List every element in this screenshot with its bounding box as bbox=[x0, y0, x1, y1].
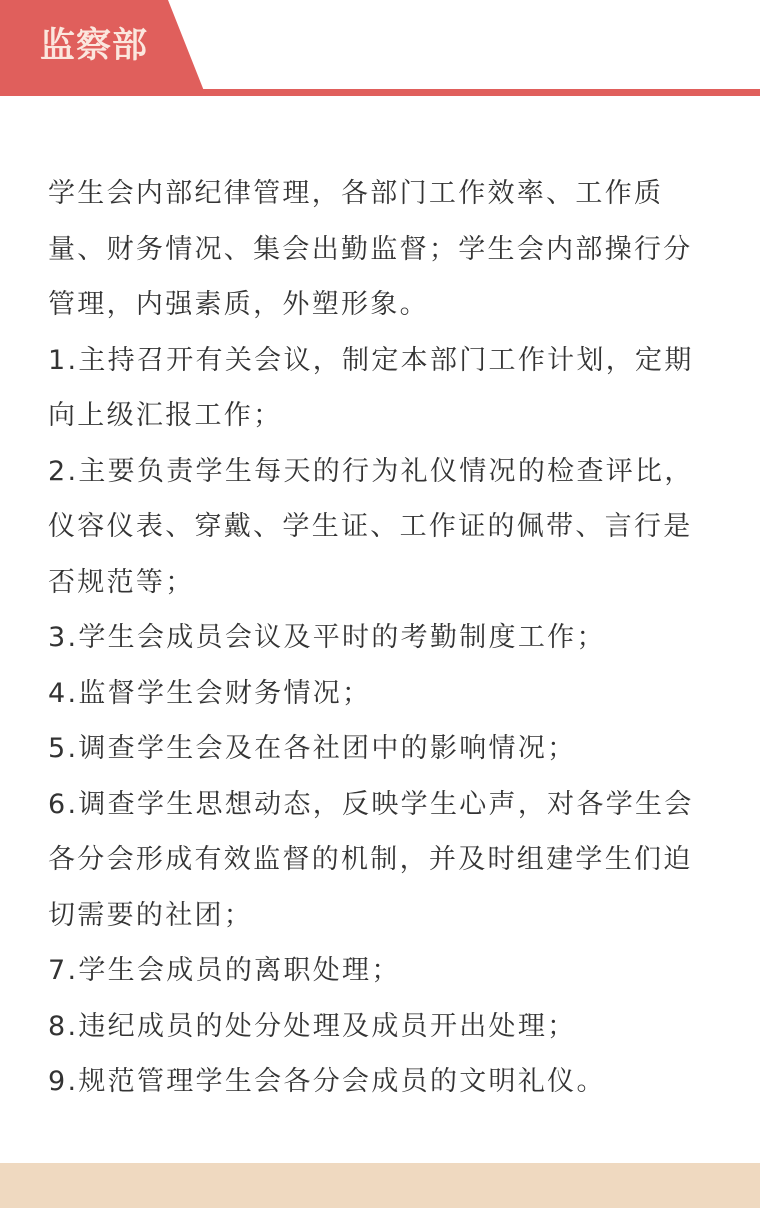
footer-band bbox=[0, 1163, 760, 1208]
section-header bbox=[0, 0, 760, 96]
duty-item-9: 9.规范管理学生会各分会成员的文明礼仪。 bbox=[48, 1066, 606, 1097]
duty-item-7: 7.学生会成员的离职处理； bbox=[48, 955, 401, 986]
duty-item-8: 8.违纪成员的处分处理及成员开出处理； bbox=[48, 1010, 577, 1042]
section-title: 监察部 bbox=[40, 26, 149, 66]
duties-content bbox=[48, 166, 714, 1110]
duty-item-5: 5.调查学生会及在各社团中的影响情况； bbox=[48, 733, 577, 764]
duty-item-4: 4.监督学生会财务情况； bbox=[48, 677, 372, 709]
duty-item-3: 3.学生会成员会议及平时的考勤制度工作； bbox=[48, 622, 606, 653]
duty-item-1: 1.主持召开有关会议，制定本部门工作计划，定期向上级汇报工作； bbox=[48, 344, 694, 431]
intro-paragraph: 学生会内部纪律管理，各部门工作效率、工作质量、财务情况、集会出勤监督；学生会内部操行分管理，内强素质，外塑形象。 bbox=[48, 178, 693, 320]
duty-item-2: 2.主要负责学生每天的行为礼仪情况的检查评比，仪容仪表、穿戴、学生证、工作证的佩带、言行是否规范等； bbox=[48, 455, 694, 598]
duty-item-6: 6.调查学生思想动态，反映学生心声，对各学生会各分会形成有效监督的机制，并及时组建学生们迫切需要的社团； bbox=[48, 788, 694, 931]
